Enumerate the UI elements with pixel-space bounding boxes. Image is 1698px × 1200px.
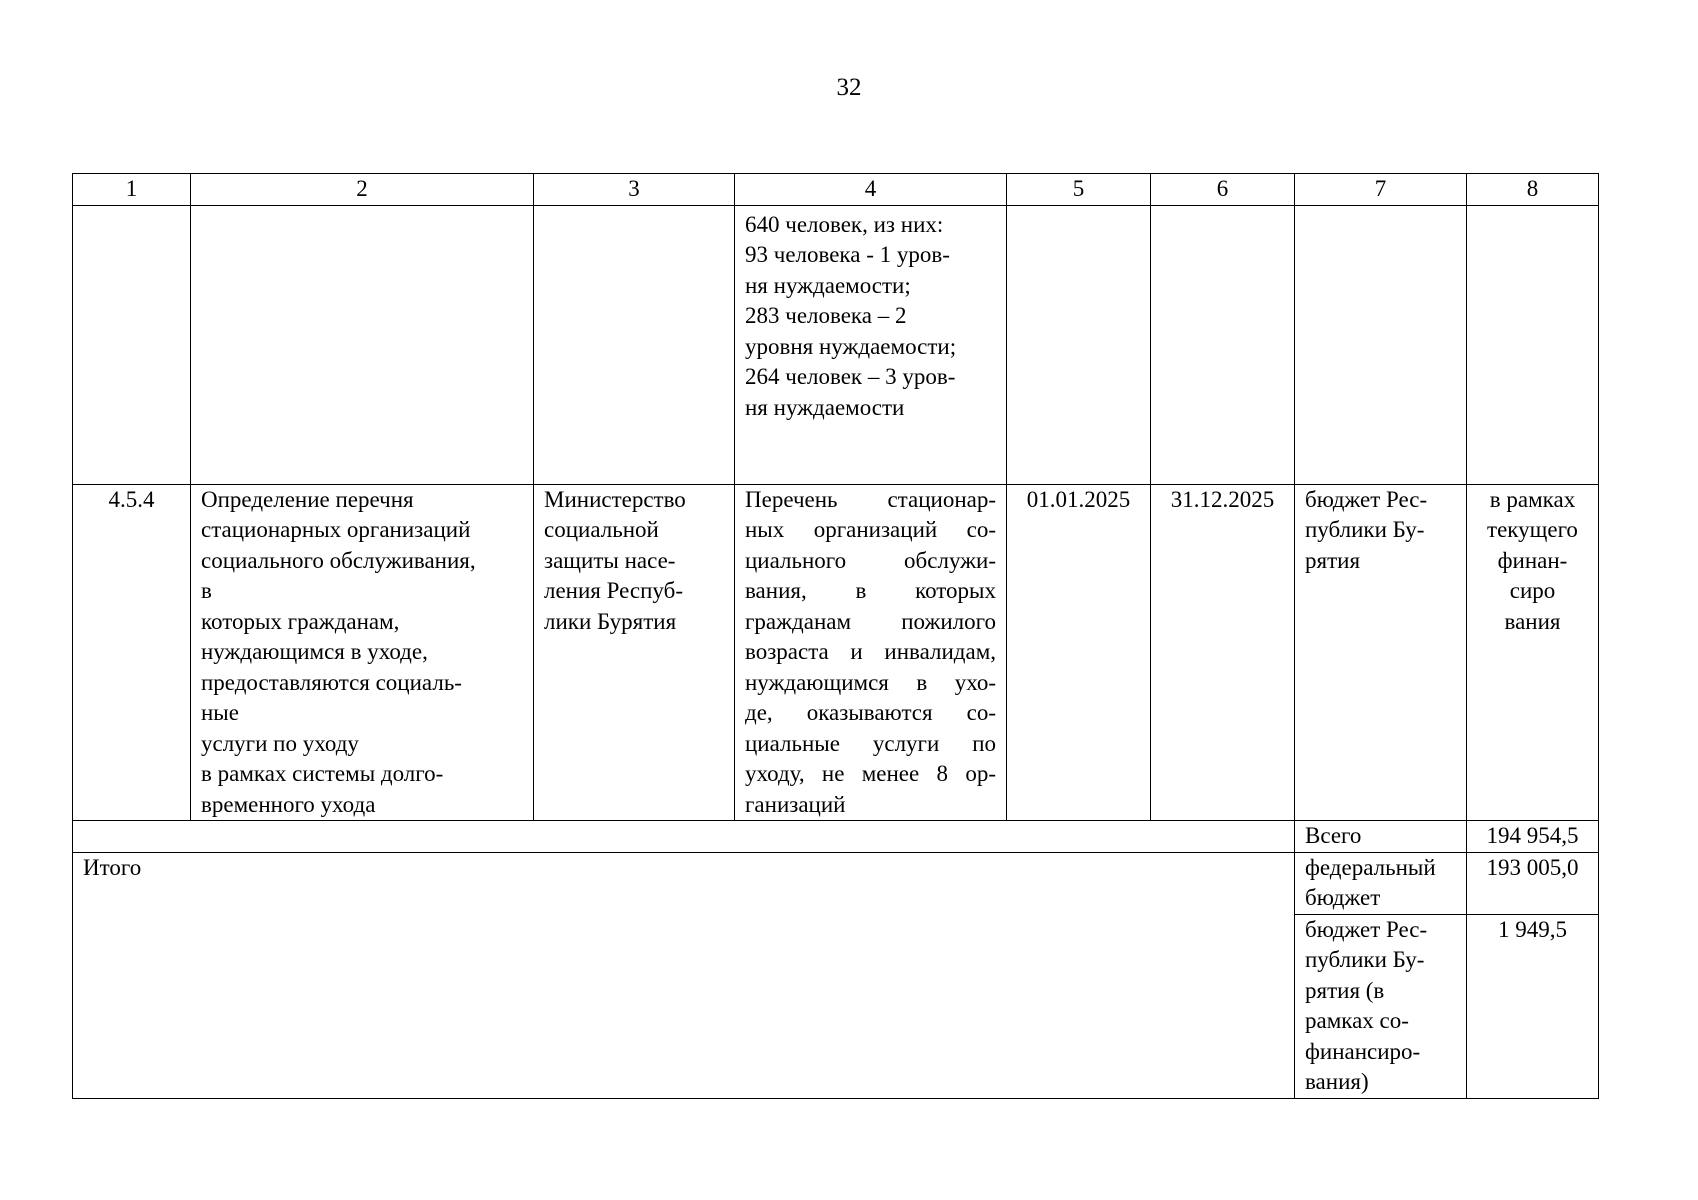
text-line: циального обслужи-: [745, 547, 996, 573]
text-line: рятия (в: [1305, 977, 1385, 1003]
text-line: ня нуждаемости;: [745, 272, 911, 298]
funding-source-cell: [1295, 484, 1467, 821]
page-number: 32: [836, 74, 862, 101]
text-line: ления Респуб-: [544, 578, 683, 603]
text-line: 640 человек, из них:: [745, 211, 944, 237]
text-line: рятия: [1305, 547, 1361, 573]
empty-cell: [73, 205, 191, 484]
column-header: 4: [735, 174, 1007, 206]
text-line: 283 человека – 2: [745, 303, 907, 328]
text-line: защиты насе-: [544, 547, 676, 573]
text-line: финансиро-: [1305, 1038, 1421, 1064]
column-header: 5: [1007, 174, 1151, 206]
text-line: вания: [1504, 608, 1561, 634]
empty-cell: [73, 821, 1295, 853]
text-line: сиро: [1509, 578, 1556, 603]
empty-cell: [191, 205, 534, 484]
column-header: 6: [1151, 174, 1295, 206]
regional-budget-label: [1295, 914, 1467, 1098]
column-header: 1: [73, 174, 191, 206]
text-line: в: [201, 578, 212, 603]
funding-amount-cell: [1467, 484, 1599, 821]
end-date: 31.12.2025: [1151, 484, 1295, 821]
text-line: ных организаций со-: [745, 517, 996, 542]
text-line: социальной: [544, 517, 659, 542]
total-value: 194 954,5: [1467, 821, 1599, 853]
text-line: уходу, не менее 8 ор-: [745, 761, 996, 786]
federal-budget-row: [73, 852, 1599, 914]
item-number: 4.5.4: [73, 484, 191, 821]
federal-budget-value: 193 005,0: [1467, 852, 1599, 914]
text-line: Перечень стационар-: [745, 486, 996, 512]
federal-budget-label: [1295, 852, 1467, 914]
responsible-cell: [534, 484, 735, 821]
plan-table: [72, 173, 1599, 1099]
activity-cell: [191, 484, 534, 821]
text-line: стационарных организаций: [201, 517, 471, 542]
column-header: 3: [534, 174, 735, 206]
text-line: услуги по уходу: [201, 730, 359, 756]
text-line: Определение перечня: [201, 486, 414, 512]
text-line: публики Бу-: [1305, 517, 1425, 542]
text-line: гражданам пожилого: [745, 608, 996, 634]
table-row-4-5-4: [73, 484, 1599, 821]
itogo-label: Итого: [73, 852, 1295, 1098]
text-line: де, оказываются со-: [745, 700, 996, 725]
text-line: текущего: [1487, 517, 1578, 542]
text-line: федеральный: [1305, 854, 1436, 880]
text-line: вания, в которых: [745, 578, 996, 603]
text-line: рамках со-: [1305, 1008, 1409, 1033]
text-line: которых гражданам,: [201, 608, 400, 634]
text-line: финан-: [1497, 547, 1568, 573]
text-line: временного ухода: [201, 791, 376, 817]
total-row: [73, 821, 1599, 853]
column-header: 8: [1467, 174, 1599, 206]
text-line: уровня нуждаемости;: [745, 333, 957, 359]
result-cell: [735, 205, 1007, 484]
text-line: 264 человек – 3 уров-: [745, 364, 956, 389]
empty-cell: [1007, 205, 1151, 484]
text-line: Министерство: [544, 486, 686, 512]
empty-cell: [1295, 205, 1467, 484]
text-line: в рамках системы долго-: [201, 761, 444, 786]
start-date: 01.01.2025: [1007, 484, 1151, 821]
text-line: бюджет Рес-: [1305, 486, 1428, 512]
regional-budget-value: 1 949,5: [1467, 914, 1599, 1098]
text-line: предоставляются социаль-: [201, 669, 462, 695]
empty-cell: [534, 205, 735, 484]
text-line: вания): [1305, 1069, 1369, 1094]
text-line: лики Бурятия: [544, 608, 677, 634]
result-cell: [735, 484, 1007, 821]
text-line: ные: [201, 700, 239, 725]
text-line: бюджет: [1305, 885, 1381, 910]
text-line: циальные услуги по: [745, 730, 996, 756]
text-line: публики Бу-: [1305, 947, 1425, 972]
text-line: нуждающимся в ухо-: [745, 669, 996, 695]
text-line: возраста и инвалидам,: [745, 639, 996, 664]
column-header: 7: [1295, 174, 1467, 206]
text-line: бюджет Рес-: [1305, 916, 1428, 942]
text-line: 93 человека - 1 уров-: [745, 242, 950, 267]
total-label: Всего: [1295, 821, 1467, 853]
empty-cell: [1151, 205, 1295, 484]
text-line: ня нуждаемости: [745, 394, 905, 420]
table-row-continuation: [73, 205, 1599, 484]
text-line: нуждающимся в уходе,: [201, 639, 428, 664]
text-line: социального обслуживания,: [201, 547, 476, 573]
text-line: ганизаций: [745, 791, 846, 817]
text-line: в рамках: [1489, 486, 1576, 512]
column-header: 2: [191, 174, 534, 206]
empty-cell: [1467, 205, 1599, 484]
table-header-row: [73, 174, 1599, 206]
